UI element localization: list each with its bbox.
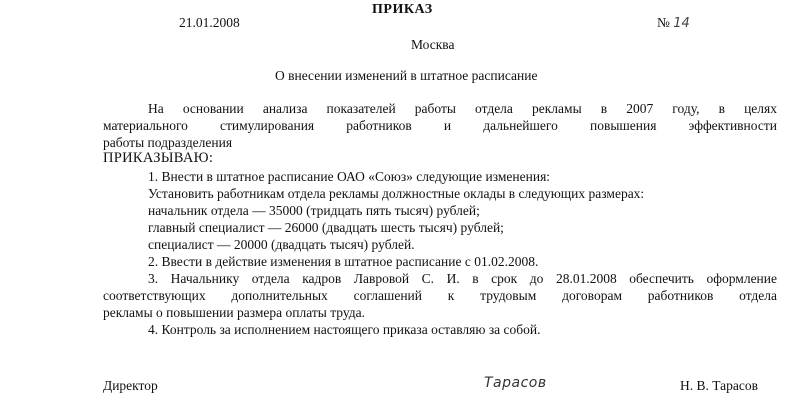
signature-name: Н. В. Тарасов <box>680 378 759 393</box>
salary-line-3: специалист — 20000 (двадцать тысяч) рублей. <box>148 237 415 252</box>
signature-position: Директор <box>103 378 158 393</box>
order-city: Москва <box>411 37 455 52</box>
order-date: 21.01.2008 <box>179 15 240 30</box>
number-sign: № <box>657 15 670 30</box>
number-value: 14 <box>673 16 690 31</box>
preamble-line-3: работы подразделения <box>103 135 233 150</box>
document-title: ПРИКАЗ <box>372 2 433 17</box>
item-1: 1. Внести в штатное расписание ОАО «Союз» следующие изменения: <box>148 169 551 184</box>
item-3-line-2: соответствующих дополнительных соглашений к трудовым договорам работников отдела <box>103 288 777 303</box>
handwritten-signature: Тарасов <box>484 375 547 391</box>
item-2: 2. Ввести в действие изменения в штатное расписание с 01.02.2008. <box>148 254 539 269</box>
item-4: 4. Контроль за исполнением настоящего приказа оставляю за собой. <box>148 322 541 337</box>
salary-line-2: главный специалист — 26000 (двадцать шесть тысяч) рублей; <box>148 220 504 235</box>
order-word: ПРИКАЗЫВАЮ: <box>103 150 214 166</box>
salary-line-1: начальник отдела — 35000 (тридцать пять тысяч) рублей; <box>148 203 480 218</box>
item-3-line-3: рекламы о повышении размера оплаты труда. <box>103 305 366 320</box>
preamble-line-2: материального стимулирования работников и дальнейшего повышения эффективности <box>103 118 777 133</box>
preamble-line-1: На основании анализа показателей работы отдела рекламы в 2007 году, в целях <box>148 101 777 116</box>
order-number <box>657 14 690 32</box>
item-1-sub: Установить работникам отдела рекламы должностные оклады в следующих размерах: <box>148 186 645 201</box>
order-subject: О внесении изменений в штатное расписание <box>275 68 538 83</box>
item-3-line-1: 3. Начальнику отдела кадров Лавровой С. И. в срок до 28.01.2008 обеспечить оформление <box>148 271 777 286</box>
